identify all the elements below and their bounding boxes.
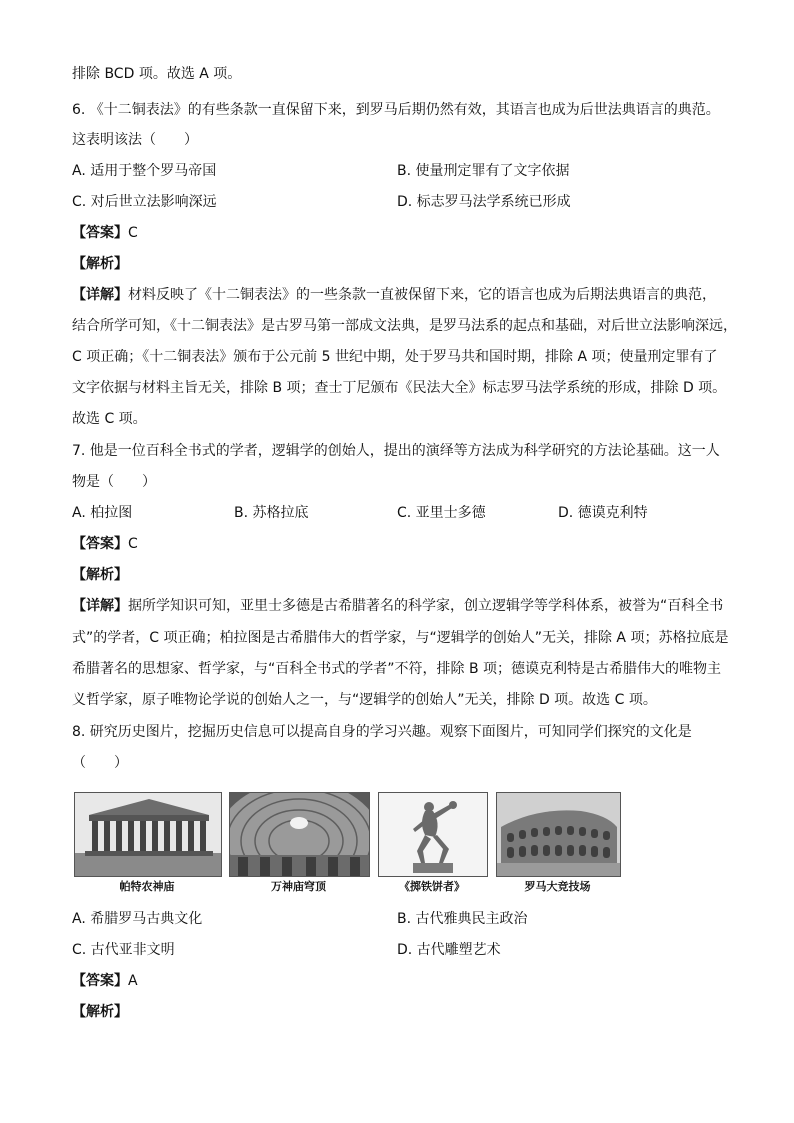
- prev-answer-conclusion: 排除 BCD 项。故选 A 项。: [72, 66, 242, 82]
- q7-detail-line3: 希腊著名的思想家、哲学家，与“百科全书式的学者”不符，排除 B 项；德谟克利特是古希腊伟大的唯物主: [72, 661, 722, 677]
- q6-detail-line2: 结合所学可知，《十二铜表法》是古罗马第一部成文法典，是罗马法系的起点和基础，对后世立法影响深远，: [72, 318, 737, 334]
- detail-tag: 【详解】: [72, 287, 128, 303]
- answer-value: C: [128, 536, 138, 552]
- detail-tag: 【详解】: [72, 598, 128, 614]
- q8-analysis-heading: 【解析】: [72, 1004, 128, 1020]
- q6-analysis-heading: 【解析】: [72, 256, 128, 272]
- pantheon-dome-image: [229, 792, 370, 877]
- q7-option-a: A. 柏拉图: [72, 505, 133, 521]
- answer-tag: 【答案】: [72, 973, 128, 989]
- q8-answer: [72, 971, 138, 991]
- q6-detail-line1: [72, 285, 716, 305]
- q7-option-b: B. 苏格拉底: [234, 505, 309, 521]
- q8-option-d: D. 古代雕塑艺术: [397, 942, 501, 958]
- q8-stem-line1: 8. 研究历史图片，挖掘历史信息可以提高自身的学习兴趣。观察下面图片，可知同学们探究的文化是: [72, 724, 692, 740]
- caption-discobolus: 《掷铁饼者》: [399, 880, 465, 893]
- q6-option-c: C. 对后世立法影响深远: [72, 194, 217, 210]
- answer-value: C: [128, 225, 138, 241]
- q7-analysis-heading: 【解析】: [72, 567, 128, 583]
- q6-detail-line5: 故选 C 项。: [72, 411, 147, 427]
- q6-answer: [72, 223, 138, 243]
- answer-tag: 【答案】: [72, 225, 128, 241]
- q7-detail-line2: 式”的学者，C 项正确；柏拉图是古希腊伟大的哲学家，与“逻辑学的创始人”无关，排除 A 项；苏格拉底是: [72, 630, 729, 646]
- q6-option-a: A. 适用于整个罗马帝国: [72, 163, 217, 179]
- q7-stem-line1: 7. 他是一位百科全书式的学者，逻辑学的创始人，提出的演绎等方法成为科学研究的方法论基础。这一人: [72, 443, 720, 459]
- answer-tag: 【答案】: [72, 536, 128, 552]
- q6-stem-line1: 6. 《十二铜表法》的有些条款一直保留下来，到罗马后期仍然有效，其语言也成为后世法典语言的典范。: [72, 102, 720, 118]
- q7-detail-line1: [72, 596, 723, 616]
- caption-colosseum: 罗马大竞技场: [524, 880, 591, 893]
- q8-option-a: A. 希腊罗马古典文化: [72, 911, 203, 927]
- q6-stem-line2: 这表明该法（ ）: [72, 132, 198, 148]
- caption-pantheon: 万神庙穹顶: [271, 880, 326, 893]
- q7-answer: [72, 534, 138, 554]
- q8-option-c: C. 古代亚非文明: [72, 942, 175, 958]
- q6-option-d: D. 标志罗马法学系统已形成: [397, 194, 571, 210]
- q8-stem-line2: （ ）: [72, 755, 128, 771]
- q6-detail-line4: 文字依据与材料主旨无关，排除 B 项；查士丁尼颁布《民法大全》标志罗马法学系统的形成，排除 D 项。: [72, 380, 727, 396]
- q6-option-b: B. 使量刑定罪有了文字依据: [397, 163, 570, 179]
- detail-text: 材料反映了《十二铜表法》的一些条款一直被保留下来，它的语言也成为后期法典语言的典范，: [128, 287, 716, 303]
- q7-detail-line4: 义哲学家，原子唯物论学说的创始人之一，与“逻辑学的创始人”无关，排除 D 项。故选 C 项。: [72, 692, 657, 708]
- discobolus-image: [378, 792, 488, 877]
- q8-option-b: B. 古代雅典民主政治: [397, 911, 528, 927]
- caption-parthenon: 帕特农神庙: [119, 880, 175, 893]
- colosseum-image: [496, 792, 621, 877]
- parthenon-image: [74, 792, 222, 877]
- detail-text: 据所学知识可知，亚里士多德是古希腊著名的科学家，创立逻辑学等学科体系，被誉为“百科全书: [128, 598, 724, 614]
- q7-stem-line2: 物是（ ）: [72, 474, 156, 490]
- q6-detail-line3: C 项正确；《十二铜表法》颁布于公元前 5 世纪中期，处于罗马共和国时期，排除 A 项；使量刑定罪有了: [72, 349, 718, 365]
- q7-option-c: C. 亚里士多德: [397, 505, 486, 521]
- answer-value: A: [128, 973, 138, 989]
- q7-option-d: D. 德谟克利特: [558, 505, 648, 521]
